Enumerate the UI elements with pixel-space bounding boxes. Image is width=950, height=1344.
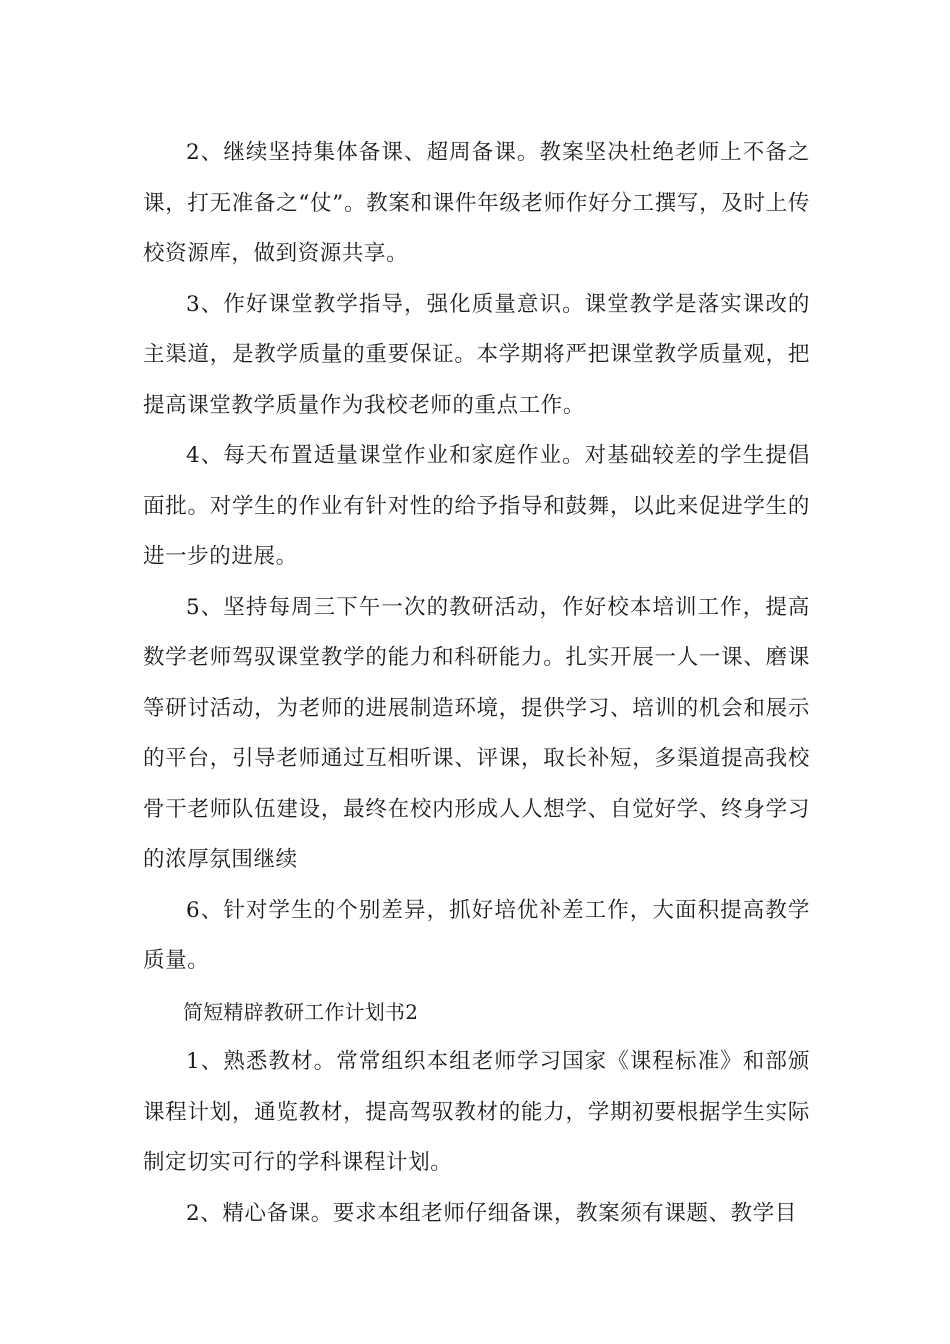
paragraph-5-research-activities: 5、坚持每周三下午一次的教研活动，作好校本培训工作，提高数学老师驾驭课堂教学的能力和科研能力。扎实开展一人一课、磨课等研讨活动，为老师的进展制造环境，提供学习、培训的机会和展示的平台，引导老师通过互相听课、评课，取长补短，多渠道提高我校骨干老师队伍建设，最终在校内形成人人想学、自觉好学、终身学习的浓厚氛围继续 <box>143 594 810 872</box>
paragraph-3-classroom-guidance: 3、作好课堂教学指导，强化质量意识。课堂教学是落实课改的主渠道，是教学质量的重要保证。本学期将严把课堂教学质量观，把提高课堂教学质量作为我校老师的重点工作。 <box>143 291 810 418</box>
section-heading: 简短精辟教研工作计划书2 <box>183 999 419 1024</box>
paragraph-6-individual-differences: 6、针对学生的个别差异，抓好培优补差工作，大面积提高教学质量。 <box>143 897 810 973</box>
paragraph-4-homework: 4、每天布置适量课堂作业和家庭作业。对基础较差的学生提倡面批。对学生的作业有针对性的给予指导和鼓舞，以此来促进学生的进一步的进展。 <box>143 443 810 569</box>
document-page <box>143 128 810 1239</box>
paragraph-1-familiarize-materials: 1、熟悉教材。常常组织本组老师学习国家《课程标准》和部颁课程计划，通览教材，提高驾驭教材的能力，学期初要根据学生实际制定切实可行的学科课程计划。 <box>143 1049 810 1175</box>
paragraph-2-collective-lesson-prep: 2、继续坚持集体备课、超周备课。教案坚决杜绝老师上不备之课，打无准备之“仗”。教案和课件年级老师作好分工撰写，及时上传校资源库，做到资源共享。 <box>143 140 810 266</box>
paragraph-2-careful-lesson-prep: 2、精心备课。要求本组老师仔细备课，教案须有课题、教学目 <box>186 1200 797 1226</box>
